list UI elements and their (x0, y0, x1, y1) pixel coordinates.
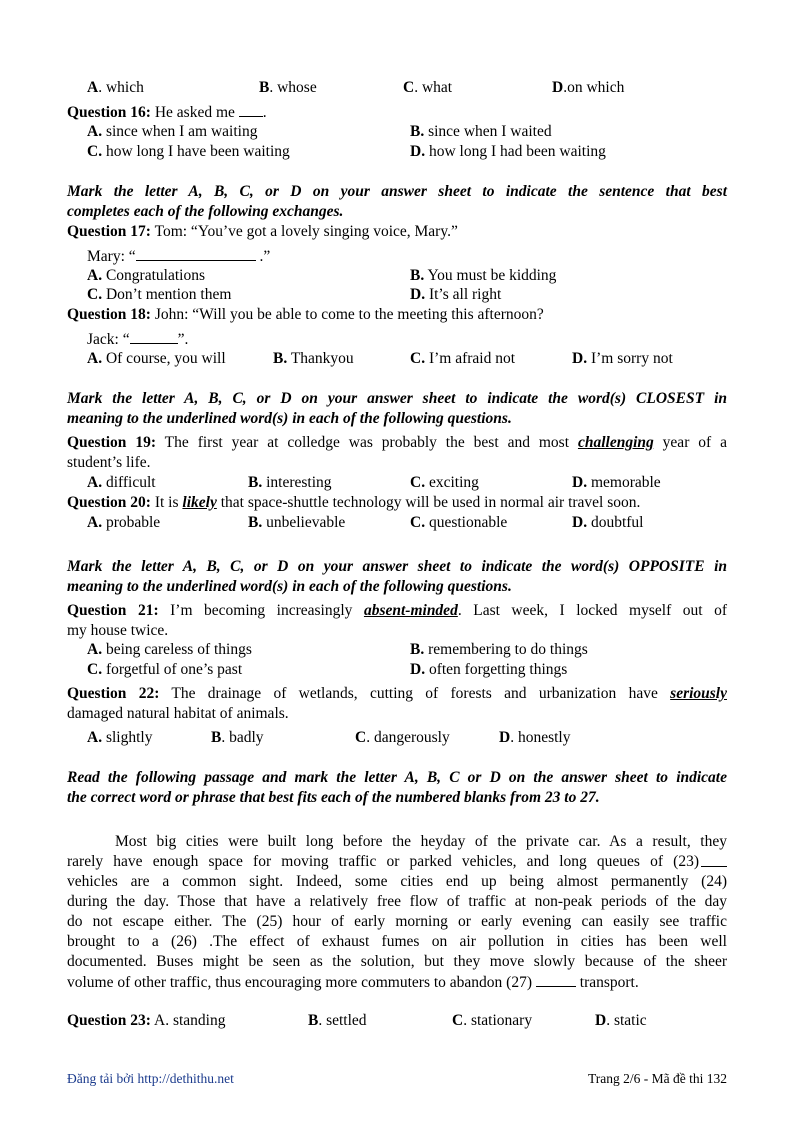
q20-option-a: A. probable (87, 514, 161, 531)
q18-option-b: B. Thankyou (273, 350, 354, 367)
q21-stem-line2: my house twice. (67, 622, 169, 639)
instruction-passage-line2: the correct word or phrase that best fits each of the numbered blanks from 23 to 27. (67, 789, 600, 806)
instruction-opposite-line1: Mark the letter A, B, C, or D on your answer sheet to indicate the word(s) OPPOSITE in (67, 558, 727, 575)
q18-stem: Question 18: John: “Will you be able to come to the meeting this afternoon? (67, 306, 544, 323)
passage-line: Most big cities were built long before the heyday of the private car. As a result, they (115, 833, 727, 850)
instruction-exchanges-line2: completes each of the following exchanges. (67, 203, 344, 220)
q22-options (67, 728, 727, 748)
q19-stem-line2: student’s life. (67, 454, 151, 471)
passage-line: brought to a (26) .The effect of exhaust fumes on air pollution in cities has been well (67, 933, 727, 950)
q21-options-row1 (67, 640, 727, 660)
q22-option-d: D. honestly (499, 729, 571, 746)
q21-option-c: C. forgetful of one’s past (87, 661, 243, 678)
q23-options (67, 1011, 727, 1031)
q17-stem: Question 17: Tom: “You’ve got a lovely singing voice, Mary.” (67, 223, 458, 240)
instruction-exchanges-line1: Mark the letter A, B, C, or D on your answer sheet to indicate the sentence that best (67, 183, 727, 200)
q18-option-a: A. Of course, you will (87, 350, 226, 367)
q15-options (67, 78, 727, 98)
q21-option-d: D. often forgetting things (410, 661, 568, 678)
q16-stem: Question 16: He asked me . (67, 104, 267, 121)
q21-options-row2 (67, 660, 727, 680)
q20-option-c: C. questionable (410, 514, 508, 531)
q18-options (67, 349, 727, 369)
q17-option-a: A. Congratulations (87, 267, 205, 284)
q20-option-d: D. doubtful (572, 514, 644, 531)
q19-option-a: A. difficult (87, 474, 156, 491)
q22-underlined-word: seriously (670, 685, 727, 702)
q22-stem: Question 22: The drainage of wetlands, cutting of forests and urbanization have seriously (67, 685, 727, 702)
q23-option-d: D. static (595, 1012, 647, 1029)
q18-reply: Jack: “ ”. (87, 331, 189, 348)
q21-underlined-word: absent-minded (363, 602, 458, 619)
passage-line: rarely have enough space for moving traffic or parked vehicles, and long queues of (23) (67, 853, 699, 870)
blank-23 (701, 866, 727, 867)
q18-option-d: D. I’m sorry not (572, 350, 673, 367)
q16-option-c: C. how long I have been waiting (87, 143, 290, 160)
q19-options (67, 473, 727, 493)
q17-option-d: D. It’s all right (410, 286, 502, 303)
q23-option-a: Question 23: A. standing (67, 1012, 226, 1029)
q22-option-b: B. badly (211, 729, 264, 746)
q16-options-row2 (67, 142, 727, 162)
passage-line: documented. Buses might be seen as the solution, but they move slowly because of the sheer (67, 953, 727, 970)
footer-page-number: Trang 2/6 - Mã đề thi 132 (588, 1071, 727, 1086)
q21-option-b: B. remembering to do things (410, 641, 588, 658)
instruction-closest-line2: meaning to the underlined word(s) in each of the following questions. (67, 410, 512, 427)
instruction-passage-line1: Read the following passage and mark the letter A, B, C or D on the answer sheet to indicate (67, 769, 727, 786)
footer-source-link[interactable]: Đăng tải bởi http://dethithu.net (67, 1071, 234, 1086)
q19-stem: Question 19: The first year at colledge was probably the best and most challenging year of a (67, 434, 727, 451)
q19-underlined-word: challenging (577, 434, 654, 451)
q17-option-b: B. You must be kidding (410, 267, 557, 284)
q20-stem: Question 20: It is likely that space-shuttle technology will be used in normal air travel soon. (67, 494, 641, 511)
q18-option-c: C. I’m afraid not (410, 350, 516, 367)
q17-reply: Mary: “ .” (87, 248, 271, 265)
q23-option-b: B. settled (308, 1012, 367, 1029)
q15-option-a: A. which (87, 79, 144, 96)
q19-option-c: C. exciting (410, 474, 479, 491)
q19-option-b: B. interesting (248, 474, 332, 491)
passage-line: volume of other traffic, thus encouraging more commuters to abandon (27) transport. (67, 974, 639, 991)
q16-option-b: B. since when I waited (410, 123, 552, 140)
q16-option-a: A. since when I am waiting (87, 123, 258, 140)
q22-option-c: C. dangerously (355, 729, 450, 746)
q19-option-d: D. memorable (572, 474, 661, 491)
q22-stem-line2: damaged natural habitat of animals. (67, 705, 289, 722)
q17-option-c: C. Don’t mention them (87, 286, 232, 303)
passage-line: vehicles are a common sight. Indeed, some cities end up being almost permanently (24) (67, 873, 727, 890)
q17-options-row1 (67, 266, 727, 286)
reading-passage (67, 832, 727, 992)
q17-options-row2 (67, 285, 727, 305)
q15-option-c: C. what (403, 79, 453, 96)
q16-option-d: D. how long I had been waiting (410, 143, 606, 160)
q23-option-c: C. stationary (452, 1012, 533, 1029)
q15-option-b: B. whose (259, 79, 317, 96)
q15-option-d: D.on which (552, 79, 625, 96)
passage-line: during the day. Those that have a relatively free flow of traffic at non-peak periods of the day (67, 893, 727, 910)
q20-option-b: B. unbelievable (248, 514, 346, 531)
q16-options-row1 (67, 122, 727, 142)
q21-option-a: A. being careless of things (87, 641, 252, 658)
instruction-closest-line1: Mark the letter A, B, C, or D on your answer sheet to indicate the word(s) CLOSEST in (67, 390, 727, 407)
passage-line: do not escape either. The (25) hour of early morning or early evening can easily see traffic (67, 913, 727, 930)
q22-option-a: A. slightly (87, 729, 153, 746)
q21-stem: Question 21: I’m becoming increasingly absent-minded. Last week, I locked myself out of (67, 602, 727, 619)
instruction-opposite-line2: meaning to the underlined word(s) in each of the following questions. (67, 578, 512, 595)
q20-underlined-word: likely (182, 494, 217, 511)
q20-options (67, 513, 727, 533)
